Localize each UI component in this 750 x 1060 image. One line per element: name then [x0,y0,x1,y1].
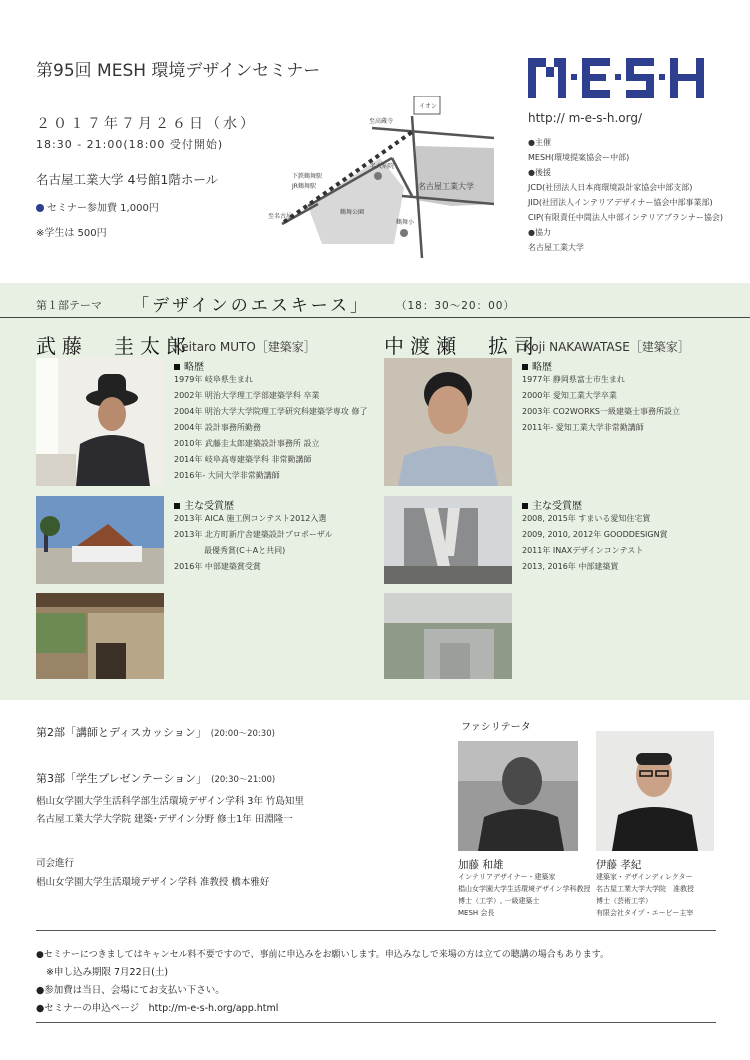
person-icon [384,358,512,486]
mc-label: 司会進行 [36,858,75,869]
footer-application-link[interactable]: ●セミナーの申込ページ http://m-e-s-h.org/app.html [36,1003,279,1014]
speaker2-award-item: 2009, 2010, 2012年 GOODDESIGN賞 [522,530,668,539]
facilitator2-detail: 有限会社タイプ・エービー主宰 [596,909,694,917]
speaker2-work-photo [384,593,512,679]
speaker1-portrait [36,358,164,486]
speaker1-career-head: 略歴 [174,358,204,373]
fee-info [36,199,159,214]
part1-label: 第１部テーマ [36,299,102,312]
speaker1-awards-head: 主な受賞歴 [174,497,234,512]
speaker2-portrait [384,358,512,486]
facilitator1-portrait [458,741,578,851]
speaker2-career-item: 1977年 静岡県富士市生まれ [522,375,625,384]
speaker1-work-photo [36,593,164,679]
footer-note: ※申し込み期限 7月22日(土) [46,967,169,978]
facilitator1-detail: 博士（工学）, 一級建築士 [458,897,540,905]
person-icon [596,731,714,851]
speaker2-name: 中渡瀬 拡司 [384,334,540,358]
facilitator-label: ファシリテータ [461,722,531,733]
speaker1-award-item: 2013年 AICA 施工例コンテスト2012入選 [174,514,327,523]
facilitator2-portrait [596,731,714,851]
speaker1-name: 武藤 圭太郎 [36,334,192,358]
map-label-nit: 名古屋工業大学 [418,182,474,191]
seminar-title: 第95回 MESH 環境デザインセミナー [36,61,321,81]
map-label-jr: JR鶴舞駅 [292,183,316,190]
website-url[interactable]: http:// m-e-s-h.org/ [528,111,643,125]
speaker2-career-item: 2000年 愛知工業大学卒業 [522,391,617,400]
event-time: 18:30 - 21:00(18:00 受付開始) [36,138,224,151]
speaker1-award-item: 2013年 北方町新庁舎建築設計プロポーザル [174,530,333,539]
facilitator2-detail: 建築家・デザインディレクター [596,873,693,881]
map-label-nagoya: 至名古屋 [268,213,293,220]
speaker1-career-item: 2010年 武藤圭太郎建築設計事務所 設立 [174,439,320,448]
speaker1-career-item: 2002年 明治大学理工学部建築学科 卒業 [174,391,320,400]
speaker1-career-item: 2004年 設計事務所勤務 [174,423,261,432]
facilitator2-detail: 博士（芸術工学） [596,897,652,905]
organizer-line: ●後援 [528,168,551,177]
organizer-line: ●主催 [528,138,551,147]
speaker1-work-photo [36,496,164,584]
divider [36,930,716,931]
access-map [262,96,498,258]
facilitator1-name: 加藤 和雄 [458,859,504,871]
map-label-meidai: 名大病院 [370,163,395,170]
organizer-line: JCD(社団法人日本商環境設計家協会中部支部) [528,183,693,192]
map-label-park: 鶴舞公園 [340,209,365,216]
organizer-line: CIP(有限責任中間法人中部インテリアプランナー協会) [528,213,724,222]
speaker1-career-item: 2004年 明治大学大学院理工学研究科建築学専攻 修了 [174,407,368,416]
part3-title: 第3部「学生プレゼンテーション」 (20:30〜21:00) [36,772,276,785]
part1-theme: 「デザインのエスキース」 [132,296,370,316]
speaker2-career-head: 略歴 [522,358,552,373]
facilitator1-detail: インテリアデザイナー・建築家 [458,873,556,881]
divider [0,317,750,318]
student-presenter: 名古屋工業大学大学院 建築･デザイン分野 修士1年 田淵隆一 [36,814,293,825]
part2-title: 第2部「講師とディスカッション」 (20:00〜20:30) [36,726,275,739]
speaker1-name-en: Keitaro MUTO［建築家］ [174,340,316,354]
map-label-shimo: 下鉄鶴舞駅 [292,173,323,180]
person-icon [458,741,578,851]
speaker2-work-photo [384,496,512,584]
map-label-school: 鶴舞小 [396,219,415,226]
facilitator1-detail: 椙山女学園大学生活環境デザイン学科教授 [458,885,591,893]
speaker1-career-item: 2016年- 大同大学非常勤講師 [174,471,280,480]
organizer-line: JID(社団法人インテリアデザイナー協会中部事業部) [528,198,713,207]
speaker2-award-item: 2013, 2016年 中部建築賞 [522,562,619,571]
map-label-shiogama: 至高蔵寺 [369,118,394,125]
facilitator2-detail: 名古屋工業大学大学院 准教授 [596,885,694,893]
facilitator1-detail: MESH 会長 [458,909,495,917]
facilitator2-name: 伊藤 孝紀 [596,859,642,871]
student-presenter: 椙山女学園大学生活科学部生活環境デザイン学科 3年 竹島知里 [36,796,304,807]
fee-text: セミナー参加費 1,000円 [47,203,159,214]
mesh-logo [528,54,716,100]
bullet-icon [36,204,44,212]
speaker2-awards-head: 主な受賞歴 [522,497,582,512]
organizer-line: MESH(環境提案協会ー中部) [528,153,630,162]
organizer-line: 名古屋工業大学 [528,243,584,252]
speaker2-career-item: 2011年- 愛知工業大学非常勤講師 [522,423,644,432]
speaker2-name-en: Koji NAKAWATASE［建築家］ [524,340,690,354]
person-icon [36,358,164,486]
footer-note: ●セミナーにつきましてはキャンセル料不要ですので、事前に申込みをお願いします。申込みなしで来場の方は立ての聴講の場合もあります。 [36,950,610,960]
organizer-line: ●協力 [528,228,551,237]
student-fee: ※学生は 500円 [36,228,107,239]
footer-note: ●参加費は当日、会場にてお支払い下さい。 [36,985,225,996]
speaker2-career-item: 2003年 CO2WORKS一級建築士事務所設立 [522,407,680,416]
event-date: ２０１７年７月２６日（水） [36,116,257,132]
speaker1-career-item: 1979年 岐阜県生まれ [174,375,253,384]
speaker2-award-item: 2011年 INAXデザインコンテスト [522,546,644,555]
map-label-aeon: イオン [419,103,437,110]
speaker1-award-item: 2016年 中部建築賞受賞 [174,562,261,571]
part1-time: （18：30〜20：00） [396,300,515,312]
speaker1-career-item: 2014年 岐阜高専建築学科 非常勤講師 [174,455,312,464]
event-venue: 名古屋工業大学 4号館1階ホール [36,172,219,187]
speaker2-award-item: 2008, 2015年 すまいる愛知住宅賞 [522,514,651,523]
divider [36,1022,716,1023]
speaker1-award-item: 最優秀賞(C＋Aと共同) [204,546,286,555]
mc-name: 椙山女学園大学生活環境デザイン学科 准教授 橋本雅好 [36,877,270,888]
